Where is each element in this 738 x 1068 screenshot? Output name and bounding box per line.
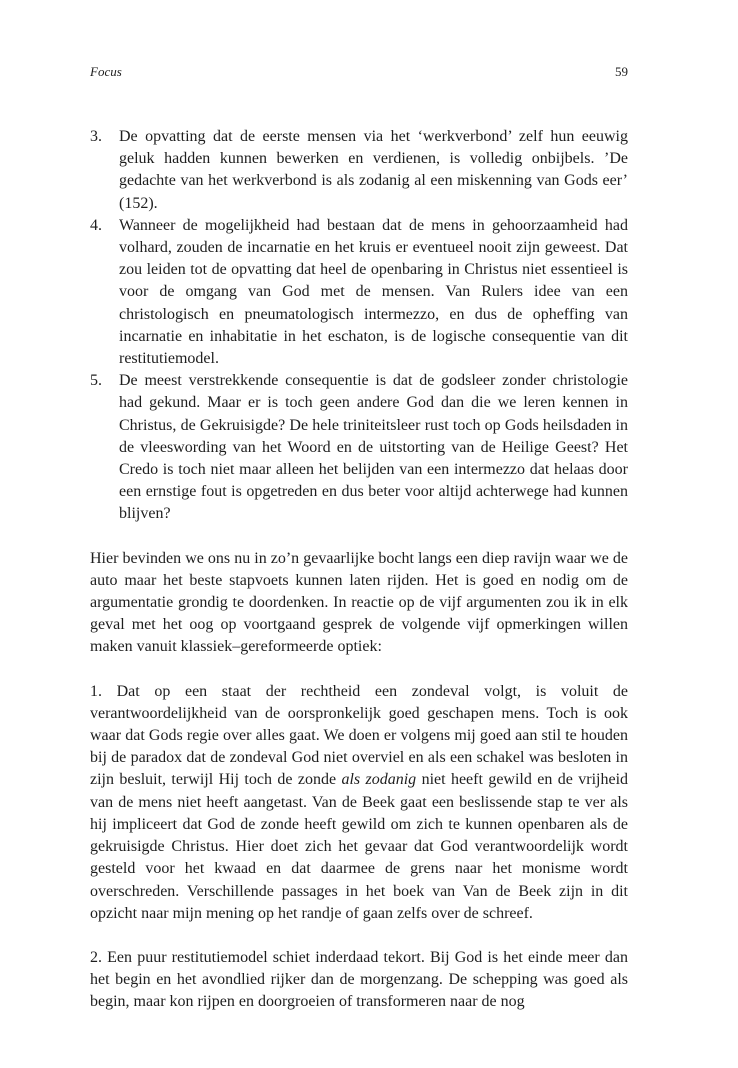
running-title: Focus xyxy=(90,64,122,79)
list-item xyxy=(90,215,628,370)
page-number: 59 xyxy=(615,64,628,79)
list-item xyxy=(90,126,628,215)
list-item-number: 4. xyxy=(90,216,102,234)
list-item-text: Wanneer de mogelijkheid had bestaan dat de mens in gehoorzaamheid had volhard, zouden de incarnatie en het kruis er eventueel nooit zijn geweest. Dat zou leiden tot de opvatting dat heel de openbaring in Christus niet essentieel is voor de omgang van God met de mensen. Van Rulers idee van een christologisch en pneumatologisch intermezzo, en dus de opheffing van incarnatie en inhabitatie in het eschaton, is de logische consequentie van dit restitutiemodel. xyxy=(119,216,628,368)
list-item-number: 3. xyxy=(90,128,102,145)
remark-1-text-a: 1. Dat op een staat der rechtheid een zondeval volgt, is voluit de verantwoordelijkheid van de oorspronkelijk goed geschapen mens. Toch is ook waar dat Gods regie over alles gaat. We doen er volgens mij goed aan stil te houden bij de paradox dat de zondeval God niet overviel en als een schakel was besloten in zijn besluit, terwijl Hij toch de zonde xyxy=(90,682,628,789)
remark-1-paragraph xyxy=(90,681,628,925)
remark-2-paragraph: 2. Een puur restitutiemodel schiet inderdaad tekort. Bij God is het einde meer dan het begin en het avondlied rijker dan de morgenzang. De schepping was goed als begin, maar kon rijpen en doorgroeien of transformeren naar de nog xyxy=(90,948,628,1011)
list-item xyxy=(90,370,628,525)
list-item-text: De meest verstrekkende consequentie is dat de godsleer zonder christologie had gekund. Maar er is toch geen andere God dan die we leren kennen in Christus, de Gekruisigde? De hele triniteitsleer rust toch op Gods heilsdaden in de vleeswording van het Woord en de uitstorting van de Heilige Geest? Het Credo is toch niet maar alleen het belijden van een intermezzo dat helaas door een ernstige fout is opgetreden en dus beter voor altijd achterwege had kunnen blijven? xyxy=(119,372,628,523)
remark-1-emphasis: als zodanig xyxy=(341,771,417,789)
running-head xyxy=(90,64,628,82)
body-text xyxy=(90,126,628,1030)
intro-paragraph: Hier bevinden we ons nu in zo’n gevaarlijke bocht langs een diep ravijn waar we de auto maar het beste stapvoets kunnen laten rijden. Het is goed en nodig om de argumentatie grondig te doordenken. In reactie op de vijf argumenten zou ik in elk geval met het oog op voortgaand gesprek de volgende vijf opmerkingen willen maken vanuit klassiek–gereformeerde optiek: xyxy=(90,549,628,656)
list-item-text: De opvatting dat de eerste mensen via het ‘werkverbond’ zelf hun eeuwig geluk hadden kunnen bewerken en verdienen, is volledig onbijbels. ’De gedachte van het werkverbond is als zodanig al een miskenning van Gods eer’ (152). xyxy=(119,128,628,212)
list-item-number: 5. xyxy=(90,372,102,390)
remark-1-text-b: niet heeft gewild en de vrijheid van de mens niet heeft aangetast. Van de Beek gaat een beslissende stap te ver als hij impliceert dat God de zonde heeft gewild om zich te kunnen openbaren als de gekruisigde Christus. Hier doet zich het gevaar dat God verantwoordelijk wordt gesteld voor het kwaad en dat daarmee de grens naar het monisme wordt overschreden. Verschillende passages in het boek van Van de Beek zijn in dit opzicht naar mijn mening op het randje of gaan zelfs over de schreef. xyxy=(90,771,629,922)
